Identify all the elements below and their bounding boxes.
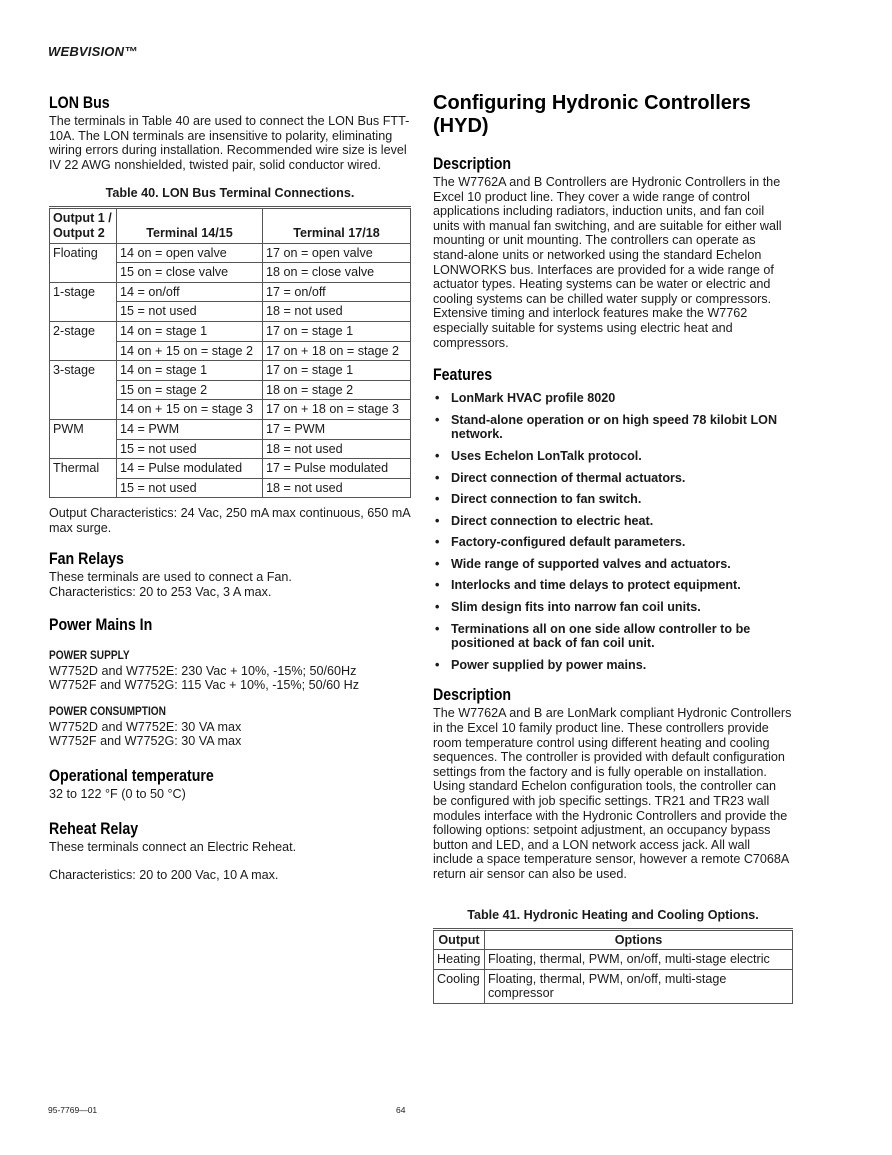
output-type-cell: 3-stage <box>50 361 117 420</box>
table41-body <box>434 950 793 1004</box>
power-mains-heading: Power Mains In <box>49 615 153 634</box>
terminal-17-18-cell: 17 = PWM <box>263 419 411 439</box>
table40-body <box>50 243 411 498</box>
terminal-14-15-cell: 14 on = stage 1 <box>117 361 263 381</box>
terminal-17-18-cell: 17 on + 18 on = stage 3 <box>263 400 411 420</box>
table40-caption: Table 40. LON Bus Terminal Connections. <box>105 186 355 201</box>
power-supply-line-2: W7752F and W7752G: 115 Vac + 10%, -15%; 50/60 Hz <box>49 678 360 693</box>
feature-item: • LonMark HVAC profile 8020 <box>433 391 793 406</box>
table-row <box>50 459 411 479</box>
lon-terminal-table <box>49 206 411 498</box>
terminal-17-18-cell: 17 on + 18 on = stage 2 <box>263 341 411 361</box>
fan-relays-line-2: Characteristics: 20 to 253 Vac, 3 A max. <box>49 585 272 600</box>
table-row <box>434 950 793 970</box>
terminal-17-18-cell: 17 on = open valve <box>263 243 411 263</box>
col-header-output: Output <box>434 929 485 950</box>
terminal-17-18-cell: 17 on = stage 1 <box>263 361 411 381</box>
description-section-1 <box>433 155 793 350</box>
table41-caption: Table 41. Hydronic Heating and Cooling Options. <box>467 907 759 922</box>
description-body-1: The W7762A and B Controllers are Hydronic Controllers in the Excel 10 product line. They cover a wide range of control applications including radiators, induction units, and fan coil units with manual fan switching, and are suitable for either wall mounting or unit mounting. The controllers can operate as stand-alone units or networked using the standard Echelon LONWORKS bus. Interfaces are provided for a wide range of actuator types. Heating systems can be water or electric and cooling systems can be chilled water supply or compressors. Extensive timing and interlock features make the W7762 especially suitable for systems using electric heat and compressors. <box>433 175 782 350</box>
output-type-cell: Floating <box>50 243 117 282</box>
terminal-17-18-cell: 18 on = stage 2 <box>263 380 411 400</box>
power-supply-label: POWER SUPPLY <box>49 649 130 662</box>
output-type-cell: PWM <box>50 419 117 458</box>
reheat-relay-body-2: Characteristics: 20 to 200 Vac, 10 A max. <box>49 868 279 883</box>
operational-temperature-body: 32 to 122 °F (0 to 50 °C) <box>49 787 186 802</box>
terminal-14-15-cell: 14 on = stage 1 <box>117 321 263 341</box>
terminal-14-15-cell: 15 = not used <box>117 478 263 498</box>
terminal-17-18-cell: 17 = on/off <box>263 282 411 302</box>
lon-bus-section <box>49 94 411 172</box>
features-heading: Features <box>433 366 493 385</box>
feature-item: • Wide range of supported valves and actuators. <box>433 557 793 572</box>
reheat-relay-body-1: These terminals connect an Electric Reheat. <box>49 839 297 854</box>
power-mains-section <box>49 616 411 749</box>
table-row <box>50 419 411 439</box>
fan-relays-heading: Fan Relays <box>49 550 124 569</box>
reheat-relay-heading: Reheat Relay <box>49 819 139 838</box>
col-header-terminal-14-15: Terminal 14/15 <box>117 208 263 243</box>
table-row <box>50 282 411 302</box>
terminal-17-18-cell: 17 = Pulse modulated <box>263 459 411 479</box>
feature-item: • Direct connection to electric heat. <box>433 514 793 529</box>
output-characteristics: Output Characteristics: 24 Vac, 250 mA max continuous, 650 mA max surge. <box>49 506 410 535</box>
reheat-relay-section <box>49 820 411 883</box>
fan-relays-line-1: These terminals are used to connect a Fan. <box>49 570 292 585</box>
description-heading-1: Description <box>433 155 512 173</box>
feature-item: • Power supplied by power mains. <box>433 658 793 673</box>
terminal-14-15-cell: 15 = not used <box>117 302 263 322</box>
power-supply-line-1: W7752D and W7752E: 230 Vac + 10%, -15%; 50/60Hz <box>49 663 357 678</box>
feature-item: • Direct connection of thermal actuators. <box>433 471 793 486</box>
lon-bus-body: The terminals in Table 40 are used to connect the LON Bus FTT-10A. The LON terminals are insensitive to polarity, eliminating wiring errors during installation. Recommended wire size is level IV 22 AWG nonshielded, twisted pair, solid conductor wired. <box>49 114 410 172</box>
terminal-14-15-cell: 14 = Pulse modulated <box>117 459 263 479</box>
power-consumption-label: POWER CONSUMPTION <box>49 705 166 718</box>
options-cell: Floating, thermal, PWM, on/off, multi-stage compressor <box>485 969 793 1003</box>
col-header-terminal-17-18: Terminal 17/18 <box>263 208 411 243</box>
fan-relays-section <box>49 550 411 599</box>
features-list <box>433 391 793 672</box>
feature-item: • Factory-configured default parameters. <box>433 535 793 550</box>
col-header-options: Options <box>485 929 793 950</box>
terminal-14-15-cell: 15 on = stage 2 <box>117 380 263 400</box>
lon-bus-heading: LON Bus <box>49 94 110 112</box>
terminal-14-15-cell: 15 on = close valve <box>117 263 263 283</box>
description-heading-2: Description <box>433 686 512 705</box>
table-row <box>50 361 411 381</box>
operational-temperature-section <box>49 767 411 802</box>
doc-number: 95-7769—01 <box>48 1105 98 1115</box>
terminal-14-15-cell: 14 on = open valve <box>117 243 263 263</box>
page-number: 64 <box>396 1105 406 1115</box>
options-cell: Floating, thermal, PWM, on/off, multi-stage electric <box>485 950 793 970</box>
terminal-14-15-cell: 14 on + 15 on = stage 3 <box>117 400 263 420</box>
terminal-17-18-cell: 18 = not used <box>263 478 411 498</box>
table-row <box>434 969 793 1003</box>
output-cell: Cooling <box>434 969 485 1003</box>
output-type-cell: Thermal <box>50 459 117 498</box>
table-header-row <box>50 208 411 243</box>
feature-item: • Slim design fits into narrow fan coil units. <box>433 600 793 615</box>
feature-item: • Interlocks and time delays to protect equipment. <box>433 578 793 593</box>
terminal-17-18-cell: 17 on = stage 1 <box>263 321 411 341</box>
terminal-14-15-cell: 14 = PWM <box>117 419 263 439</box>
table-row <box>50 243 411 263</box>
terminal-17-18-cell: 18 = not used <box>263 439 411 459</box>
feature-item: • Terminations all on one side allow controller to be positioned at back of fan coil unit. <box>433 622 793 651</box>
running-header: WEBVISION™ <box>48 44 138 59</box>
output-type-cell: 2-stage <box>50 321 117 360</box>
features-section <box>433 366 793 672</box>
operational-temperature-heading: Operational temperature <box>49 767 214 786</box>
output-type-cell: 1-stage <box>50 282 117 321</box>
left-column <box>49 94 411 897</box>
feature-item: • Uses Echelon LonTalk protocol. <box>433 449 793 464</box>
terminal-14-15-cell: 15 = not used <box>117 439 263 459</box>
output-cell: Heating <box>434 950 485 970</box>
terminal-14-15-cell: 14 on + 15 on = stage 2 <box>117 341 263 361</box>
description-section-2 <box>433 686 793 881</box>
terminal-17-18-cell: 18 on = close valve <box>263 263 411 283</box>
right-column <box>433 92 793 1004</box>
feature-item: • Stand-alone operation or on high speed 78 kilobit LON network. <box>433 413 793 442</box>
feature-item: • Direct connection to fan switch. <box>433 492 793 507</box>
table-header-row <box>434 929 793 950</box>
hydronic-options-table <box>433 928 793 1004</box>
description-body-2: The W7762A and B are LonMark compliant Hydronic Controllers in the Excel 10 family product line. These controllers provide room temperature control using different heating and cooling sequences. The controller is provided with default configuration settings from the factory and is fully operable on installation. Using standard Echelon configuration tools, the controller can be configured with job specific settings. TR21 and TR23 wall modules interface with the Hydronic Controllers and provide the following options: setpoint adjustment, an occupancy bypass button and LED, and a LON network access jack. All wall include a space temperature sensor, however a remote C7068A return air sensor can also be used. <box>433 706 792 881</box>
page-title: Configuring Hydronic Controllers (HYD) <box>433 92 751 137</box>
power-consumption-line-2: W7752F and W7752G: 30 VA max <box>49 734 242 749</box>
col-header-output: Output 1 / Output 2 <box>50 208 117 243</box>
terminal-17-18-cell: 18 = not used <box>263 302 411 322</box>
terminal-14-15-cell: 14 = on/off <box>117 282 263 302</box>
power-consumption-line-1: W7752D and W7752E: 30 VA max <box>49 719 242 734</box>
table-row <box>50 321 411 341</box>
